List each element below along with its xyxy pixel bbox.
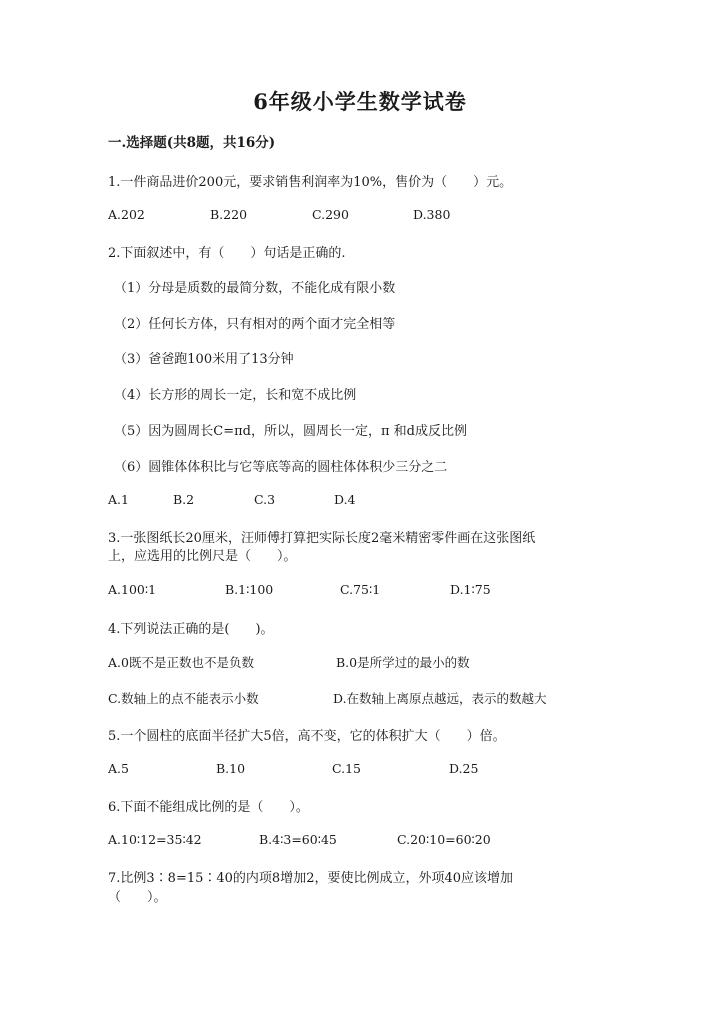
question-1-option-d: D.380 <box>413 207 451 222</box>
question-7-stem-line-1: 7.比例3∶8=15∶40的内项8增加2，要使比例成立，外项40应该增加 <box>108 871 514 886</box>
question-2-statement-5: （5）因为圆周长C=πd，所以，圆周长一定，π 和d成反比例 <box>114 424 467 439</box>
question-5-option-b: B.10 <box>216 761 246 776</box>
question-2-statement-6: （6）圆锥体体积比与它等底等高的圆柱体体积少三分之二 <box>114 460 448 475</box>
question-3-option-a: A.100∶1 <box>108 582 157 597</box>
question-6-option-b: B.4∶3=60∶45 <box>259 832 337 847</box>
question-2-statement-1: （1）分母是质数的最简分数，不能化成有限小数 <box>114 281 396 296</box>
section-heading: 一.选择题(共8题，共16分) <box>108 135 276 151</box>
question-3-stem-line-1: 3.一张图纸长20厘米，汪师傅打算把实际长度2毫米精密零件画在这张图纸 <box>108 531 536 546</box>
question-5-stem: 5.一个圆柱的底面半径扩大5倍，高不变，它的体积扩大（ ）倍。 <box>108 729 506 744</box>
question-4-option-a: A.0既不是正数也不是负数 <box>108 655 254 670</box>
question-2-statement-4: （4）长方形的周长一定，长和宽不成比例 <box>114 388 357 403</box>
question-3-option-c: C.75∶1 <box>340 582 381 597</box>
question-1-option-b: B.220 <box>210 207 248 222</box>
question-3-option-b: B.1∶100 <box>225 582 274 597</box>
question-6-stem: 6.下面不能组成比例的是（ ）。 <box>108 800 309 815</box>
question-2-option-b: B.2 <box>173 492 195 507</box>
question-3-option-d: D.1∶75 <box>450 582 491 597</box>
question-6-option-a: A.10∶12=35∶42 <box>108 832 202 847</box>
question-7-stem-line-2: （ ）。 <box>108 890 167 905</box>
question-5-option-c: C.15 <box>332 761 361 776</box>
question-2-statement-3: （3）爸爸跑100米用了13分钟 <box>114 352 294 367</box>
question-5-option-d: D.25 <box>449 761 479 776</box>
question-1-stem: 1.一件商品进价200元，要求销售利润率为10%，售价为（ ）元。 <box>108 175 513 190</box>
page-title: 6年级小学生数学试卷 <box>253 89 467 114</box>
question-4-option-d: D.在数轴上离原点越远，表示的数越大 <box>333 691 547 706</box>
question-2-statement-2: （2）任何长方体，只有相对的两个面才完全相等 <box>114 317 396 332</box>
question-2-option-d: D.4 <box>334 492 356 507</box>
question-1-option-a: A.202 <box>108 207 145 222</box>
question-2-stem: 2.下面叙述中，有（ ）句话是正确的. <box>108 246 346 261</box>
question-4-stem: 4.下列说法正确的是( )。 <box>108 622 274 637</box>
question-2-option-c: C.3 <box>254 492 276 507</box>
question-3-stem-line-2: 上，应选用的比例尺是（ ）。 <box>108 549 297 564</box>
question-5-option-a: A.5 <box>108 761 129 776</box>
question-2-option-a: A.1 <box>108 492 129 507</box>
question-6-option-c: C.20∶10=60∶20 <box>397 832 491 847</box>
question-4-option-b: B.0是所学过的最小的数 <box>336 655 470 670</box>
question-4-option-c: C.数轴上的点不能表示小数 <box>108 691 259 706</box>
question-1-option-c: C.290 <box>312 207 349 222</box>
